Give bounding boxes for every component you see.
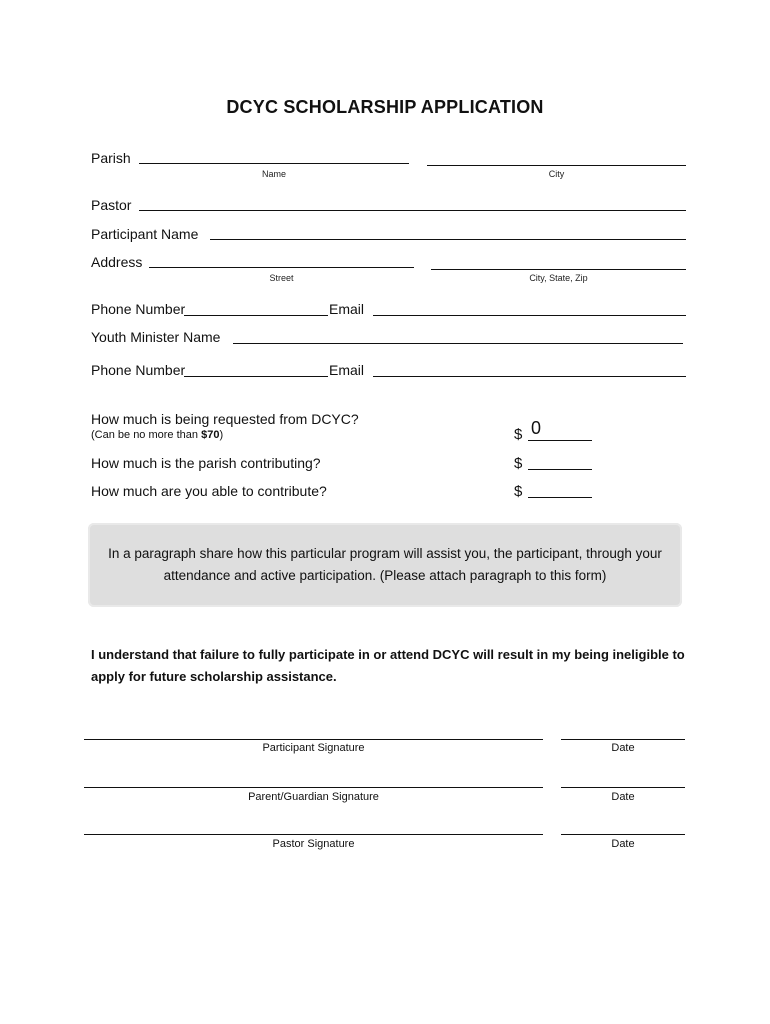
address-city-caption: City, State, Zip (529, 273, 588, 283)
youth-minister-email-label: Email (329, 362, 365, 378)
email-field[interactable] (373, 315, 686, 316)
phone-field[interactable] (184, 315, 328, 316)
parent-date-label: Date (611, 791, 635, 803)
self-contribution-field[interactable] (528, 497, 592, 498)
youth-minister-phone-field[interactable] (184, 376, 328, 377)
parish-city-caption: City (548, 169, 565, 179)
participant-name-field[interactable] (210, 239, 686, 240)
address-city-field[interactable] (431, 269, 686, 270)
pastor-date-field[interactable] (561, 834, 685, 835)
pastor-label: Pastor (91, 197, 132, 213)
parish-label: Parish (91, 150, 131, 166)
parent-signature-label: Parent/Guardian Signature (248, 791, 379, 803)
parent-signature-field[interactable] (84, 787, 543, 788)
participant-signature-field[interactable] (84, 739, 543, 740)
self-contribution-question: How much are you able to contribute? (91, 483, 327, 499)
phone-label: Phone Number (91, 301, 186, 317)
requested-amount-field[interactable] (528, 440, 592, 441)
parent-date-field[interactable] (561, 787, 685, 788)
parish-contribution-question: How much is the parish contributing? (91, 455, 321, 471)
participant-date-label: Date (611, 742, 635, 754)
address-street-caption: Street (269, 273, 294, 283)
self-contribution-currency: $ (514, 483, 523, 500)
eligibility-statement: I understand that failure to fully participate in or attend DCYC will result in my being ineligible to apply for future scholarship assistance. (91, 647, 685, 684)
participant-signature-label: Participant Signature (262, 742, 365, 754)
parish-name-field[interactable] (139, 163, 409, 164)
youth-minister-label: Youth Minister Name (91, 329, 221, 345)
participant-name-label: Participant Name (91, 226, 199, 242)
address-label: Address (91, 254, 143, 270)
pastor-field[interactable] (139, 210, 686, 211)
youth-minister-field[interactable] (233, 343, 683, 344)
parish-contribution-currency: $ (514, 455, 523, 472)
pastor-signature-field[interactable] (84, 834, 543, 835)
requested-amount-value: 0 (531, 418, 542, 438)
pastor-signature-label: Pastor Signature (272, 838, 355, 850)
parish-name-caption: Name (261, 169, 286, 179)
parish-contribution-field[interactable] (528, 469, 592, 470)
requested-note-prefix: (Can be no more than (91, 429, 202, 441)
email-label: Email (329, 301, 365, 317)
paragraph-instruction-text: In a paragraph share how this particular program will assist you, the participant, through your attendance and active participation. (Please attach paragraph to this form) (108, 546, 662, 583)
youth-minister-email-field[interactable] (373, 376, 686, 377)
youth-minister-phone-label: Phone Number (91, 362, 186, 378)
requested-note-amount: $70 (201, 429, 220, 441)
page-title: DCYC SCHOLARSHIP APPLICATION (226, 97, 544, 117)
participant-date-field[interactable] (561, 739, 685, 740)
requested-question: How much is being requested from DCYC? (91, 411, 359, 427)
address-street-field[interactable] (149, 267, 414, 268)
pastor-date-label: Date (611, 838, 635, 850)
parish-city-field[interactable] (427, 165, 686, 166)
requested-note (91, 429, 223, 441)
requested-currency: $ (514, 426, 523, 443)
requested-note-suffix: ) (219, 429, 224, 441)
